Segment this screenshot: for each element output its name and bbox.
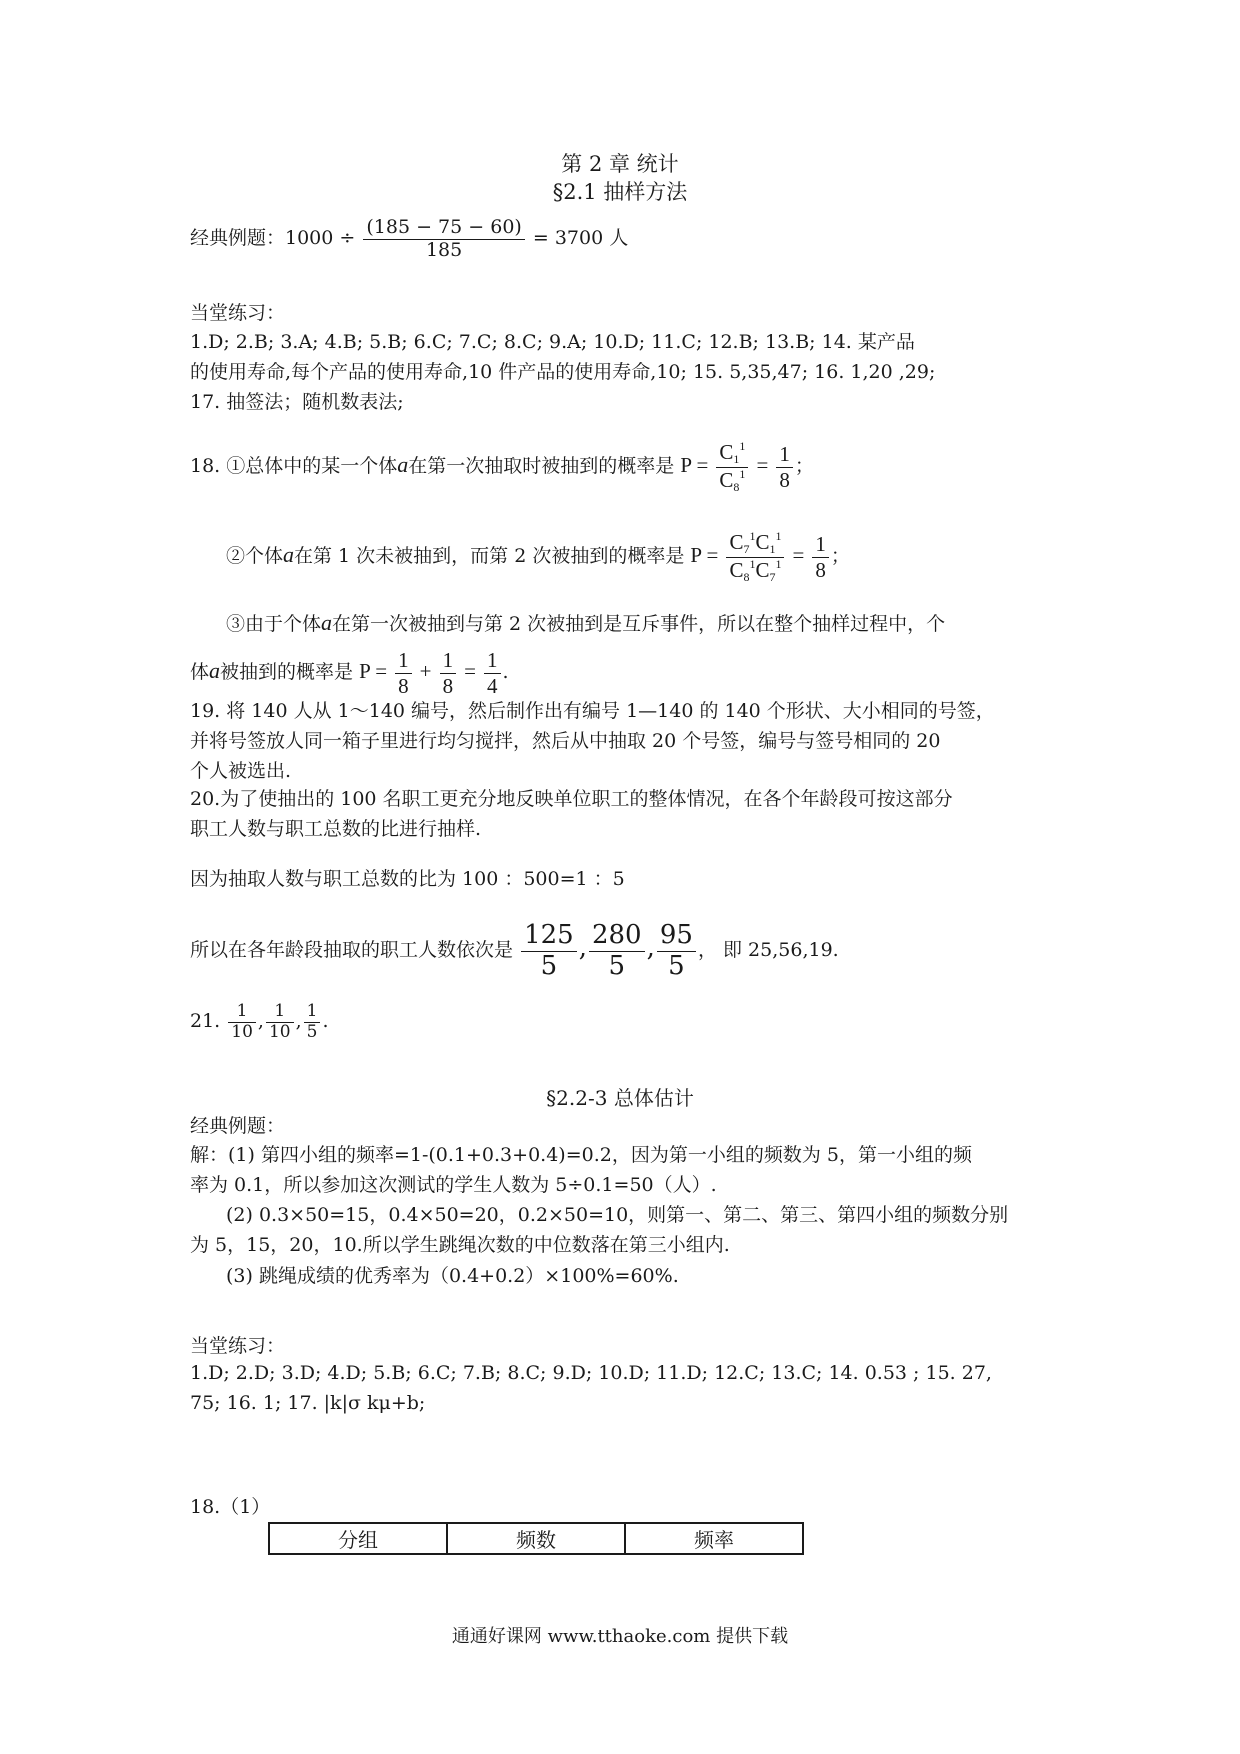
text-line: 19. 将 140 人从 1～140 编号，然后制作出有编号 1—140 的 140 个形状、大小相同的号签，: [190, 700, 995, 722]
question-18-part2: [226, 525, 850, 586]
denominator: 8: [398, 673, 409, 698]
fraction: [266, 1002, 294, 1042]
answer-line: 1.D; 2.D; 3.D; 4.D; 5.B; 6.C; 7.B; 8.C; 9.D; 10.D; 11.D; 12.C; 13.C; 14. 0.53 ; 15. 27,: [190, 1362, 992, 1384]
numerator: 95: [657, 921, 696, 952]
numerator: 1: [304, 1002, 321, 1023]
example-fraction: [363, 217, 524, 262]
c-symbol: C: [729, 557, 744, 582]
text: ；: [794, 455, 814, 477]
table-header-cell: 频数: [447, 1523, 625, 1554]
text: 所以在各年龄段抽取的职工人数依次是: [190, 939, 514, 961]
text: ③由于个体: [226, 613, 322, 635]
classic-example-label: 经典例题：: [190, 1115, 286, 1137]
solution-3: (3) 跳绳成绩的优秀率为（0.4+0.2）×100%=60%.: [226, 1265, 679, 1287]
fraction: [395, 648, 412, 697]
probability-symbol: P =: [680, 453, 709, 477]
question-20-ratio: 因为抽取人数与职工总数的比为 100 ：500=1 ：5: [190, 868, 625, 890]
answer-line: 75; 16. 1; 17. |k|σ kμ+b;: [190, 1392, 426, 1414]
denominator: 8: [779, 467, 790, 492]
practice-answers: [190, 1358, 1070, 1418]
subscript: 8: [733, 479, 740, 494]
numerator: 1: [266, 1002, 294, 1023]
superscript: 1: [739, 438, 746, 453]
denominator: 5: [306, 1021, 318, 1042]
denominator: 8: [815, 557, 826, 582]
combination-fraction: [726, 530, 784, 585]
text: .: [502, 661, 509, 683]
superscript: 1: [775, 528, 782, 543]
c-symbol: C: [719, 467, 734, 492]
text: ；: [830, 545, 850, 567]
answer-line: 17. 抽签法；随机数表法;: [190, 391, 404, 413]
variable-a: a: [283, 542, 295, 567]
text-line: 职工人数与职工总数的比进行抽样.: [190, 818, 482, 840]
probability-symbol: P =: [359, 659, 388, 683]
subscript: 7: [743, 541, 750, 556]
numerator: 1: [440, 648, 457, 673]
question-20-answer: [190, 916, 839, 982]
numerator: 1: [228, 1002, 256, 1023]
fraction: [657, 921, 696, 982]
text-line: 率为 0.1，所以参加这次测试的学生人数为 5÷0.1=50（人）.: [190, 1174, 717, 1196]
text: 21.: [190, 1010, 221, 1032]
numerator: 280: [589, 921, 645, 952]
probability-symbol: P =: [690, 543, 719, 567]
numerator: 125: [521, 921, 577, 952]
equals: =: [792, 543, 805, 567]
superscript: 1: [739, 466, 746, 481]
subscript: 1: [769, 541, 776, 556]
result-fraction: [812, 532, 829, 581]
variable-a: a: [209, 658, 221, 683]
table-header-cell: 分组: [269, 1523, 447, 1554]
practice-answers: [190, 327, 1070, 417]
superscript: 1: [749, 556, 756, 571]
classic-example-1: [190, 212, 628, 264]
text-line: (2) 0.3×50=15，0.4×50=20，0.2×50=10，则第一、第二、第三、第四小组的频数分别: [226, 1204, 1009, 1226]
subscript: 7: [769, 569, 776, 584]
denominator: 8: [442, 673, 454, 698]
c-symbol: C: [755, 557, 770, 582]
text: 在第一次被抽到与第 2 次被抽到是互斥事件，所以在整个抽样过程中，个: [332, 613, 946, 635]
combination-fraction: [716, 440, 748, 495]
denominator: 10: [231, 1021, 253, 1042]
text-line: 个人被选出.: [190, 760, 292, 782]
numerator: 1: [395, 648, 412, 673]
answer-line: 的使用寿命,每个产品的使用寿命,10 件产品的使用寿命,10; 15. 5,35,47; 16. 1,20 ,29;: [190, 361, 936, 383]
fraction: [304, 1002, 321, 1042]
answer-line: 1.D; 2.B; 3.A; 4.B; 5.B; 6.C; 7.C; 8.C; 9.A; 10.D; 11.C; 12.B; 13.B; 14. 某产品: [190, 331, 915, 353]
equals: =: [756, 453, 769, 477]
table-header-cell: 频率: [625, 1523, 803, 1554]
text: 在第 1 次未被抽到，而第 2 次被抽到的概率是: [294, 545, 685, 567]
subscript: 8: [743, 569, 750, 584]
practice-label: 当堂练习：: [190, 1335, 286, 1357]
numerator: 1: [812, 532, 829, 557]
c-symbol: C: [755, 529, 770, 554]
text-line: 解：(1) 第四小组的频率=1-(0.1+0.3+0.4)=0.2，因为第一小组的频数为 5，第一小组的频: [190, 1144, 972, 1166]
text: 18. ①总体中的某一个体: [190, 455, 398, 477]
text: ， 即 25,56,19.: [697, 939, 839, 961]
fraction: [440, 648, 457, 697]
question-20: [190, 784, 1070, 844]
superscript: 1: [775, 556, 782, 571]
denominator: 4: [487, 673, 498, 698]
subscript: 1: [733, 451, 740, 466]
numerator: 1: [484, 648, 501, 673]
c-symbol: C: [729, 529, 744, 554]
c-symbol: C: [719, 439, 734, 464]
denominator: 5: [668, 950, 685, 981]
solution-1: [190, 1140, 1070, 1200]
text-line: 为 5，15，20，10.所以学生跳绳次数的中位数落在第三小组内.: [190, 1234, 730, 1256]
fraction: [589, 921, 645, 982]
fraction-numerator: (185 − 75 − 60): [363, 217, 524, 240]
fraction: [228, 1002, 256, 1042]
text: ,: [646, 933, 655, 963]
question-19: [190, 696, 1070, 786]
text: ,: [257, 1010, 264, 1032]
text-line: 并将号签放人同一箱子里进行均匀搅拌，然后从中抽取 20 个号签，编号与签号相同的 20: [190, 730, 941, 752]
solution-2: [190, 1200, 1070, 1260]
denominator: 5: [608, 950, 626, 981]
text: 在第一次抽取时被抽到的概率是: [408, 455, 675, 477]
example-prefix: 经典例题：1000 ÷: [190, 227, 356, 249]
text: 体: [190, 661, 210, 683]
fraction-denominator: 185: [425, 238, 463, 261]
text-line: 20.为了使抽出的 100 名职工更充分地反映单位职工的整体情况，在各个年龄段可按这部分: [190, 788, 953, 810]
section-title: §2.1 抽样方法: [552, 180, 688, 204]
text: ②个体: [226, 545, 284, 567]
example-result: = 3700 人: [532, 227, 629, 249]
question-18-table-label: 18.（1）: [190, 1496, 271, 1518]
section-title: §2.2-3 总体估计: [546, 1086, 694, 1110]
text: 被抽到的概率是: [220, 661, 354, 683]
text: ,: [295, 1010, 302, 1032]
fraction: [521, 921, 577, 982]
numerator: 1: [776, 442, 793, 467]
denominator: 5: [540, 950, 558, 981]
chapter-title: 第 2 章 统计: [561, 152, 679, 176]
question-21: [190, 995, 329, 1047]
question-18-part3-line2: [190, 641, 509, 702]
footer-text: 通通好课网 www.tthaoke.com 提供下载: [451, 1626, 789, 1647]
question-18-part1: [190, 435, 814, 496]
denominator: 10: [268, 1021, 291, 1042]
question-18-part3-line1: [226, 612, 945, 634]
superscript: 1: [749, 528, 756, 543]
variable-a: a: [321, 610, 333, 635]
equals: =: [464, 659, 476, 683]
fraction: [484, 648, 501, 697]
table-header-row: [269, 1523, 803, 1554]
frequency-table: [268, 1522, 804, 1555]
result-fraction: [776, 442, 793, 491]
plus: +: [419, 659, 432, 683]
text: ,: [578, 933, 587, 963]
text: .: [322, 1010, 329, 1032]
variable-a: a: [397, 452, 409, 477]
practice-label: 当堂练习：: [190, 302, 286, 324]
